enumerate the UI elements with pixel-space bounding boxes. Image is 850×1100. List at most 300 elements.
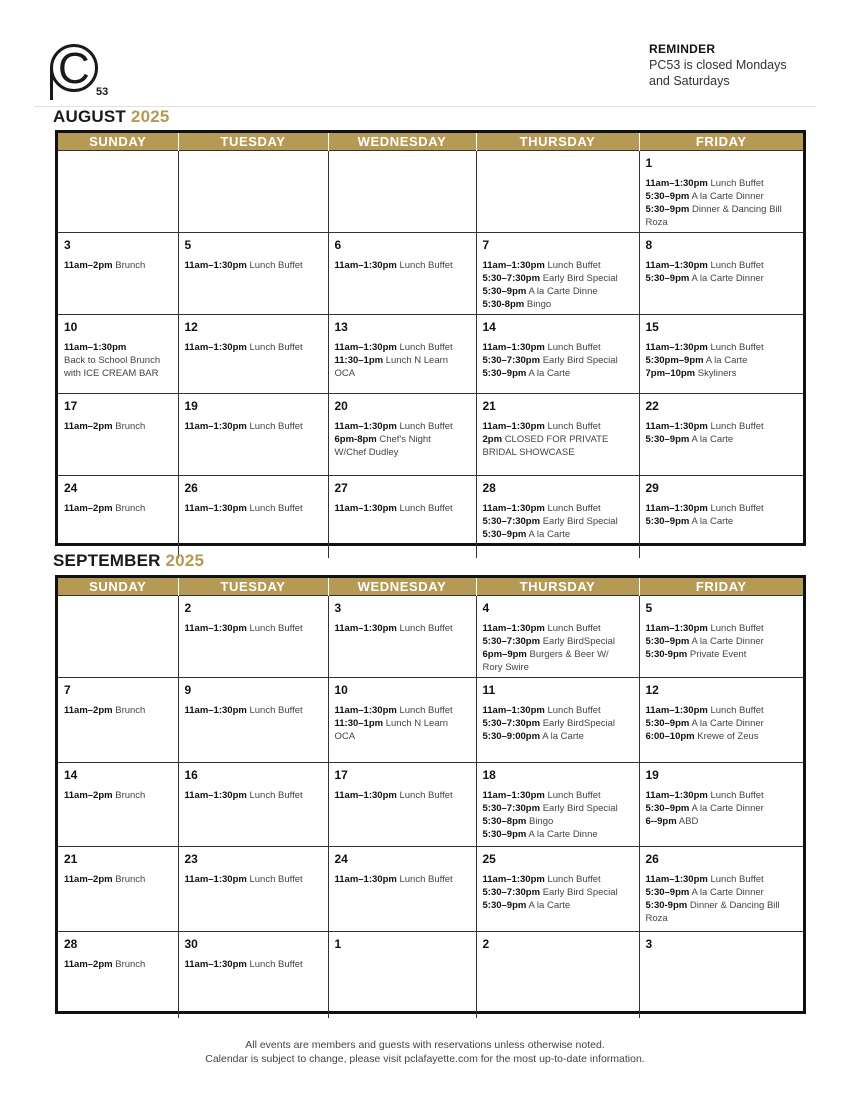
calendar-day-cell	[58, 932, 178, 1018]
weekday-header: THURSDAY	[476, 133, 639, 151]
event-time: 11am–1:30pm	[334, 421, 397, 432]
calendar-day-cell	[178, 847, 328, 932]
event-text: Lunch Buffet	[710, 623, 764, 634]
day-number: 10	[64, 320, 78, 334]
calendar-day-cell	[178, 315, 328, 394]
event-text: Lunch Buffet	[710, 421, 764, 432]
calendar-day-cell	[639, 151, 803, 233]
calendar-week	[58, 596, 803, 678]
calendar-week	[58, 394, 803, 476]
event-line	[64, 958, 172, 971]
calendar-day-cell	[58, 476, 178, 558]
event-text: Lunch Buffet	[547, 342, 601, 353]
day-number: 11	[482, 683, 496, 697]
event-time: 5:30–7:30pm	[482, 516, 541, 527]
day-number: 27	[334, 481, 348, 495]
day-number: 7	[482, 238, 490, 252]
event-time: 11am–1:30pm	[645, 705, 708, 716]
calendar-day-cell	[328, 596, 476, 678]
event-line	[646, 502, 798, 515]
footer-line: Calendar is subject to change, please visit pclafayette.com for the most up-to-date information.	[205, 1053, 645, 1065]
day-number: 4	[482, 601, 490, 615]
weekday-header: WEDNESDAY	[328, 133, 476, 151]
weekday-header: FRIDAY	[639, 133, 803, 151]
calendar-day-cell	[328, 233, 476, 315]
calendar-day-cell	[178, 596, 328, 678]
weekday-header: TUESDAY	[178, 578, 328, 596]
event-line	[646, 873, 798, 886]
calendar-day-cell	[639, 233, 803, 315]
event-time: 7pm–10pm	[645, 368, 696, 379]
event-line	[185, 704, 322, 717]
event-time: 5:30–9pm	[482, 286, 527, 297]
event-time: 11am–1:30pm	[184, 421, 247, 432]
event-text: Lunch Buffet	[249, 874, 303, 885]
event-time: 11:30–1pm	[334, 355, 384, 366]
reminder-box	[649, 41, 819, 89]
calendar-day-cell	[639, 476, 803, 558]
month-title-august	[53, 107, 170, 127]
day-number: 12	[184, 320, 198, 334]
event-time: 11am–1:30pm	[334, 342, 397, 353]
event-text: A la Carte	[528, 900, 571, 911]
event-text: Burgers & Beer W/	[529, 649, 609, 660]
event-line	[335, 341, 470, 354]
event-line	[646, 789, 798, 802]
event-text: Brunch	[115, 421, 146, 432]
event-line	[335, 717, 470, 730]
calendar-day-cell	[58, 847, 178, 932]
event-line	[64, 789, 172, 802]
event-time: 11am–1:30pm	[64, 342, 127, 353]
event-text: CLOSED FOR PRIVATE	[504, 434, 609, 445]
calendar-day-cell	[58, 763, 178, 847]
event-text: Early Bird Special	[542, 516, 618, 527]
event-time: 11am–2pm	[64, 874, 113, 885]
event-line	[646, 433, 798, 446]
calendar-week	[58, 763, 803, 847]
pc53-logo	[50, 44, 116, 102]
calendar-day-cell	[476, 763, 639, 847]
day-number: 14	[64, 768, 78, 782]
event-text: A la Carte Dinner	[691, 887, 764, 898]
event-text: Lunch Buffet	[249, 260, 303, 271]
event-line	[483, 341, 633, 354]
event-text: Lunch Buffet	[710, 260, 764, 271]
event-text: Lunch Buffet	[249, 342, 303, 353]
event-line	[64, 259, 172, 272]
event-line	[646, 272, 798, 285]
event-text: Lunch Buffet	[547, 790, 601, 801]
calendar-day-cell	[58, 151, 178, 233]
event-time: 5:30–9pm	[482, 900, 527, 911]
event-text: Lunch Buffet	[399, 342, 453, 353]
event-text: Lunch Buffet	[710, 503, 764, 514]
event-time: 5:30–9pm	[482, 829, 527, 840]
event-time: 6pm-8pm	[334, 434, 377, 445]
calendar-week	[58, 233, 803, 315]
event-text: Lunch Buffet	[547, 705, 601, 716]
day-number: 25	[482, 852, 496, 866]
event-time: 5:30-9pm	[645, 900, 688, 911]
event-line	[483, 789, 633, 802]
event-line	[185, 958, 322, 971]
event-line	[646, 886, 798, 899]
day-number: 24	[334, 852, 348, 866]
event-time: 11am–1:30pm	[184, 342, 247, 353]
event-text: Lunch N Learn	[385, 355, 449, 366]
event-line	[64, 341, 172, 354]
event-time: 11am–1:30pm	[645, 421, 708, 432]
event-time: 5:30–9pm	[482, 529, 527, 540]
event-time: 11am–2pm	[64, 959, 113, 970]
event-line	[483, 730, 633, 743]
calendar-day-cell	[476, 847, 639, 932]
event-line	[483, 635, 633, 648]
day-number: 24	[64, 481, 78, 495]
event-time: 6:00–10pm	[645, 731, 695, 742]
month-name: SEPTEMBER	[53, 551, 161, 570]
calendar-day-cell	[178, 932, 328, 1018]
event-text: Early BirdSpecial	[542, 636, 616, 647]
calendar-day-cell	[328, 151, 476, 233]
calendar-day-cell	[328, 476, 476, 558]
event-time: 5:30–9pm	[645, 887, 690, 898]
event-time: 11am–1:30pm	[645, 260, 708, 271]
event-text: Roza	[645, 913, 668, 924]
event-text: A la Carte Dinner	[691, 191, 764, 202]
event-text: A la Carte	[691, 434, 734, 445]
event-text: A la Carte	[528, 529, 571, 540]
event-line	[335, 354, 470, 367]
event-text: A la Carte Dinner	[691, 273, 764, 284]
event-time: 5:30–9pm	[645, 191, 690, 202]
calendar-day-cell	[178, 151, 328, 233]
event-text: Lunch Buffet	[249, 790, 303, 801]
event-line	[335, 622, 470, 635]
reminder-line: and Saturdays	[649, 74, 730, 88]
event-line	[483, 873, 633, 886]
event-line	[64, 420, 172, 433]
event-time: 11am–2pm	[64, 421, 113, 432]
calendar-grid	[58, 133, 803, 558]
calendar-day-cell	[328, 847, 476, 932]
event-line	[483, 815, 633, 828]
weekday-header: TUESDAY	[178, 133, 328, 151]
event-text: Lunch Buffet	[710, 342, 764, 353]
calendar-day-cell	[476, 678, 639, 763]
event-text: Lunch Buffet	[249, 503, 303, 514]
event-text: Lunch Buffet	[399, 503, 453, 514]
day-number: 29	[645, 481, 659, 495]
calendar-august	[55, 130, 806, 546]
day-number: 2	[184, 601, 192, 615]
day-number: 14	[482, 320, 496, 334]
event-time: 5:30–9pm	[645, 636, 690, 647]
event-time: 11am–2pm	[64, 790, 113, 801]
day-number: 22	[645, 399, 659, 413]
event-line	[646, 622, 798, 635]
day-number: 3	[334, 601, 342, 615]
event-line	[335, 789, 470, 802]
day-number: 19	[645, 768, 659, 782]
event-line	[483, 802, 633, 815]
event-text: Brunch	[115, 260, 146, 271]
event-time: 11:30–1pm	[334, 718, 384, 729]
event-line	[335, 259, 470, 272]
event-text: A la Carte Dinner	[691, 803, 764, 814]
month-name: AUGUST	[53, 107, 126, 126]
event-time: 5:30–9pm	[645, 718, 690, 729]
event-line	[483, 661, 633, 674]
event-text: A la Carte	[528, 368, 571, 379]
event-line	[335, 446, 470, 459]
day-number: 18	[482, 768, 496, 782]
calendar-september	[55, 575, 806, 1014]
event-line	[185, 341, 322, 354]
event-line	[185, 502, 322, 515]
event-time: 11am–1:30pm	[645, 178, 708, 189]
day-number: 1	[334, 937, 342, 951]
day-number: 26	[645, 852, 659, 866]
calendar-week	[58, 932, 803, 1018]
event-text: Lunch Buffet	[710, 178, 764, 189]
weekday-header: SUNDAY	[58, 133, 178, 151]
event-time: 5:30–7:30pm	[482, 887, 541, 898]
event-time: 11am–1:30pm	[184, 874, 247, 885]
event-time: 5:30–9pm	[482, 368, 527, 379]
day-number: 23	[184, 852, 198, 866]
calendar-day-cell	[639, 596, 803, 678]
event-line	[483, 622, 633, 635]
event-line	[646, 635, 798, 648]
event-time: 11am–1:30pm	[645, 503, 708, 514]
logo-number: 53	[96, 86, 109, 98]
event-text: Lunch Buffet	[399, 705, 453, 716]
event-text: Brunch	[115, 503, 146, 514]
calendar-week	[58, 315, 803, 394]
day-number: 28	[482, 481, 496, 495]
event-time: 11am–1:30pm	[482, 623, 545, 634]
event-line	[483, 886, 633, 899]
calendar-day-cell	[178, 763, 328, 847]
day-number: 17	[334, 768, 348, 782]
event-text: Brunch	[115, 705, 146, 716]
event-time: 11am–1:30pm	[645, 790, 708, 801]
event-time: 11am–1:30pm	[334, 705, 397, 716]
calendar-day-cell	[58, 394, 178, 476]
reminder-line: PC53 is closed Mondays	[649, 58, 787, 72]
logo-letter: C	[58, 44, 90, 93]
calendar-day-cell	[639, 678, 803, 763]
event-text: OCA	[334, 731, 356, 742]
event-text: Early Bird Special	[542, 803, 618, 814]
reminder-title: REMINDER	[649, 42, 716, 56]
event-line	[646, 802, 798, 815]
calendar-day-cell	[178, 233, 328, 315]
calendar-week	[58, 476, 803, 558]
event-line	[483, 648, 633, 661]
event-line	[335, 873, 470, 886]
event-time: 11am–2pm	[64, 705, 113, 716]
event-line	[646, 815, 798, 828]
event-line	[483, 899, 633, 912]
event-text: Brunch	[115, 874, 146, 885]
event-time: 6pm–9pm	[482, 649, 527, 660]
event-line	[64, 704, 172, 717]
event-text: Chef's Night	[379, 434, 431, 445]
event-text: Lunch Buffet	[710, 790, 764, 801]
event-time: 11am–1:30pm	[184, 623, 247, 634]
event-line	[185, 622, 322, 635]
event-time: 11am–1:30pm	[334, 874, 397, 885]
event-time: 5:30–7:30pm	[482, 803, 541, 814]
event-text: Lunch Buffet	[399, 421, 453, 432]
event-text: Skyliners	[697, 368, 737, 379]
calendar-day-cell	[639, 763, 803, 847]
event-time: 11am–1:30pm	[645, 342, 708, 353]
event-line	[646, 259, 798, 272]
event-line	[483, 272, 633, 285]
event-line	[335, 704, 470, 717]
event-text: Lunch Buffet	[249, 705, 303, 716]
event-text: OCA	[334, 368, 356, 379]
day-number: 3	[645, 937, 653, 951]
event-line	[646, 177, 798, 190]
event-time: 11am–2pm	[64, 503, 113, 514]
footer-line: All events are members and guests with reservations unless otherwise noted.	[245, 1039, 605, 1051]
event-time: 11am–1:30pm	[184, 503, 247, 514]
calendar-day-cell	[178, 394, 328, 476]
event-line	[335, 367, 470, 380]
event-line	[483, 446, 633, 459]
calendar-day-cell	[58, 315, 178, 394]
day-number: 19	[184, 399, 198, 413]
event-text: Back to School Brunch	[64, 355, 161, 366]
event-text: A la Carte	[542, 731, 584, 742]
event-text: Lunch Buffet	[399, 790, 453, 801]
event-time: 5:30–7:30pm	[482, 355, 541, 366]
event-time: 11am–1:30pm	[184, 790, 247, 801]
day-number: 5	[184, 238, 192, 252]
event-line	[483, 367, 633, 380]
calendar-day-cell	[639, 847, 803, 932]
event-line	[335, 420, 470, 433]
day-number: 21	[482, 399, 496, 413]
day-number: 5	[645, 601, 653, 615]
event-text: Krewe of Zeus	[697, 731, 759, 742]
day-number: 21	[64, 852, 78, 866]
event-time: 5:30–9pm	[645, 516, 690, 527]
event-line	[483, 828, 633, 841]
event-line	[483, 502, 633, 515]
event-time: 11am–1:30pm	[482, 874, 545, 885]
event-time: 5:30–9pm	[645, 803, 690, 814]
event-text: Early Bird Special	[542, 355, 618, 366]
event-text: Lunch Buffet	[547, 623, 601, 634]
event-text: Lunch Buffet	[249, 421, 303, 432]
event-time: 5:30-9pm	[645, 649, 688, 660]
event-time: 11am–1:30pm	[334, 790, 397, 801]
event-line	[483, 285, 633, 298]
event-time: 11am–1:30pm	[334, 623, 397, 634]
event-line	[646, 367, 798, 380]
event-text: Lunch Buffet	[249, 959, 303, 970]
event-line	[64, 367, 172, 380]
event-text: A la Carte	[691, 516, 734, 527]
event-text: Lunch Buffet	[249, 623, 303, 634]
event-time: 11am–1:30pm	[482, 260, 545, 271]
weekday-header: THURSDAY	[476, 578, 639, 596]
calendar-day-cell	[58, 596, 178, 678]
event-time: 5:30–7:30pm	[482, 273, 541, 284]
event-time: 11am–1:30pm	[482, 503, 545, 514]
event-line	[483, 259, 633, 272]
event-text: W/Chef Dudley	[334, 447, 399, 458]
day-number: 10	[334, 683, 348, 697]
event-line	[483, 433, 633, 446]
calendar-day-cell	[58, 678, 178, 763]
event-line	[646, 899, 798, 912]
footer-notes	[0, 1038, 850, 1066]
calendar-day-cell	[639, 315, 803, 394]
event-line	[646, 730, 798, 743]
event-time: 11am–1:30pm	[334, 260, 397, 271]
calendar-day-cell	[328, 394, 476, 476]
event-line	[185, 789, 322, 802]
event-text: Lunch Buffet	[399, 874, 453, 885]
event-line	[646, 912, 798, 925]
day-number: 7	[64, 683, 71, 697]
event-line	[646, 717, 798, 730]
logo-stem	[50, 66, 53, 100]
event-time: 5:30-8pm	[482, 299, 525, 310]
calendar-day-cell	[476, 315, 639, 394]
event-line	[646, 354, 798, 367]
calendar-day-cell	[178, 476, 328, 558]
event-text: Early BirdSpecial	[542, 718, 616, 729]
weekday-header-row	[58, 578, 803, 596]
event-time: 5:30pm–9pm	[645, 355, 704, 366]
event-text: ABD	[678, 816, 699, 827]
event-line	[483, 354, 633, 367]
calendar-day-cell	[328, 678, 476, 763]
event-line	[646, 190, 798, 203]
event-line	[185, 873, 322, 886]
event-text: A la Carte Dinner	[691, 718, 764, 729]
event-line	[646, 203, 798, 229]
event-time: 5:30–9pm	[645, 204, 690, 215]
event-text: Lunch Buffet	[399, 623, 453, 634]
calendar-day-cell	[639, 932, 803, 1018]
day-number: 3	[64, 238, 71, 252]
month-year: 2025	[130, 107, 170, 126]
event-text: Lunch Buffet	[710, 705, 764, 716]
event-line	[483, 704, 633, 717]
event-text: Lunch Buffet	[547, 421, 601, 432]
event-line	[483, 528, 633, 541]
day-number: 30	[184, 937, 198, 951]
month-year: 2025	[165, 551, 205, 570]
calendar-week	[58, 151, 803, 233]
event-line	[646, 420, 798, 433]
event-time: 11am–1:30pm	[482, 705, 545, 716]
event-line	[646, 704, 798, 717]
event-line	[483, 298, 633, 311]
day-number: 20	[334, 399, 348, 413]
day-number: 13	[334, 320, 348, 334]
event-time: 2pm	[482, 434, 503, 445]
